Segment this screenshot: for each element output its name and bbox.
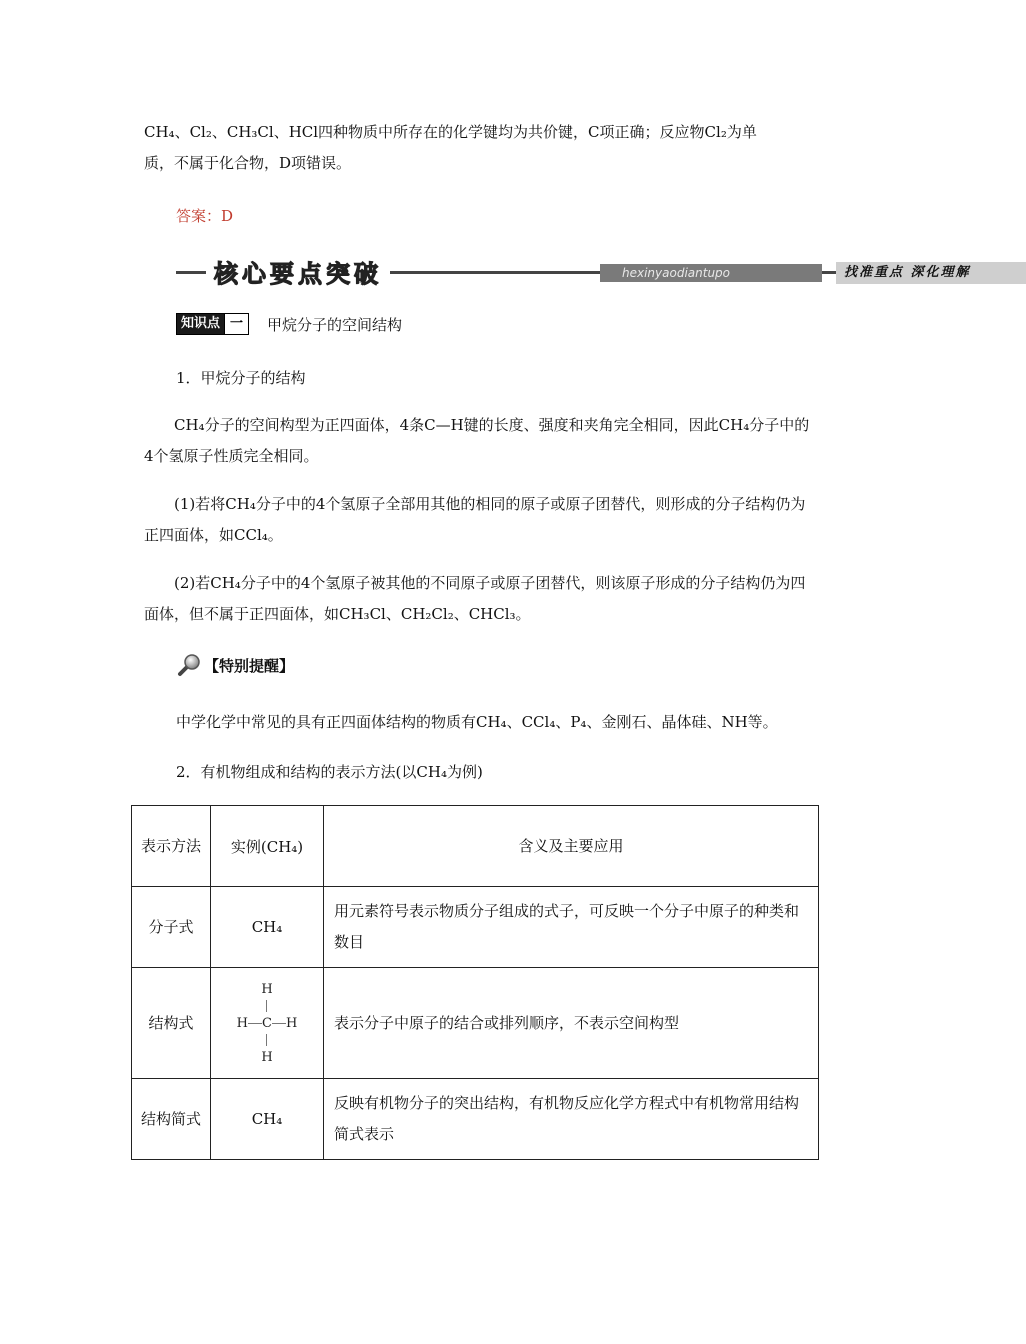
banner-pinyin: hexinyaodiantupo [600, 264, 822, 282]
row3-meaning: 反映有机物分子的突出结构，有机物反应化学方程式中有机物常用结构简式表示 [324, 1079, 819, 1160]
row1-meaning: 用元素符号表示物质分子组成的式子，可反映一个分子中原子的种类和数目 [324, 887, 819, 968]
answer-text: 答案：D [176, 207, 234, 225]
row2-example [211, 968, 324, 1079]
table-row [132, 968, 819, 1079]
intro-paragraph [144, 117, 816, 179]
header-meaning: 含义及主要应用 [324, 806, 819, 887]
table-row [132, 887, 819, 968]
knowledge-point-tag: 知识点 [176, 313, 225, 335]
structural-formula [237, 981, 298, 1066]
section2-heading: 2．有机物组成和结构的表示方法(以CH₄为例) [176, 763, 483, 781]
row2-meaning: 表示分子中原子的结合或排列顺序，不表示空间构型 [324, 968, 819, 1079]
formula-center-c: C [262, 1015, 272, 1031]
header-method: 表示方法 [132, 806, 211, 887]
section-banner [176, 258, 971, 290]
knowledge-point-header [176, 313, 402, 335]
formula-left-h: H [236, 1015, 249, 1031]
banner-title: 核心要点突破 [206, 258, 390, 290]
magnifier-icon [176, 653, 202, 677]
section1-item-1: (1)若将CH₄分子中的4个氢原子全部用其他的相同的原子或原子团替代，则形成的分子结构仍为正四面体，如CCl₄。 [144, 495, 806, 544]
row3-method: 结构简式 [132, 1079, 211, 1160]
formula-top-h: H [261, 981, 273, 997]
banner-slogan: 找准重点 深化理解 [836, 262, 1026, 284]
table-header-row [132, 806, 819, 887]
header-example: 实例(CH₄) [211, 806, 324, 887]
row2-method: 结构式 [132, 968, 211, 1079]
special-tip-text: 中学化学中常见的具有正四面体结构的物质有CH₄、CCl₄、P₄、金刚石、晶体硅、NH等。 [176, 713, 778, 731]
special-tip-label: 【特别提醒】 [204, 656, 295, 675]
knowledge-point-number: 一 [224, 313, 249, 335]
row1-example: CH₄ [211, 887, 324, 968]
table-row [132, 1079, 819, 1160]
formula-bottom-h: H [261, 1049, 273, 1065]
intro-line-1: CH₄、Cl₂、CH₃Cl、HCl四种物质中所存在的化学键均为共价键，C项正确；反应物Cl₂为单 [144, 123, 757, 141]
section1-heading: 1．甲烷分子的结构 [176, 369, 306, 387]
section1-paragraph: CH₄分子的空间构型为正四面体，4条C—H键的长度、强度和夹角完全相同，因此CH₄分子中的4个氢原子性质完全相同。 [144, 416, 810, 465]
row3-example: CH₄ [211, 1079, 324, 1160]
special-tip-header [176, 652, 294, 678]
representation-table [131, 805, 819, 1160]
section1-item-2: (2)若CH₄分子中的4个氢原子被其他的不同原子或原子团替代，则该原子形成的分子结构仍为四面体，但不属于正四面体，如CH₃Cl、CH₂Cl₂、CHCl₃。 [144, 574, 806, 623]
knowledge-point-title: 甲烷分子的空间结构 [267, 315, 403, 334]
formula-right-h: H [285, 1015, 298, 1031]
row1-method: 分子式 [132, 887, 211, 968]
intro-line-2: 质，不属于化合物，D项错误。 [144, 154, 352, 172]
